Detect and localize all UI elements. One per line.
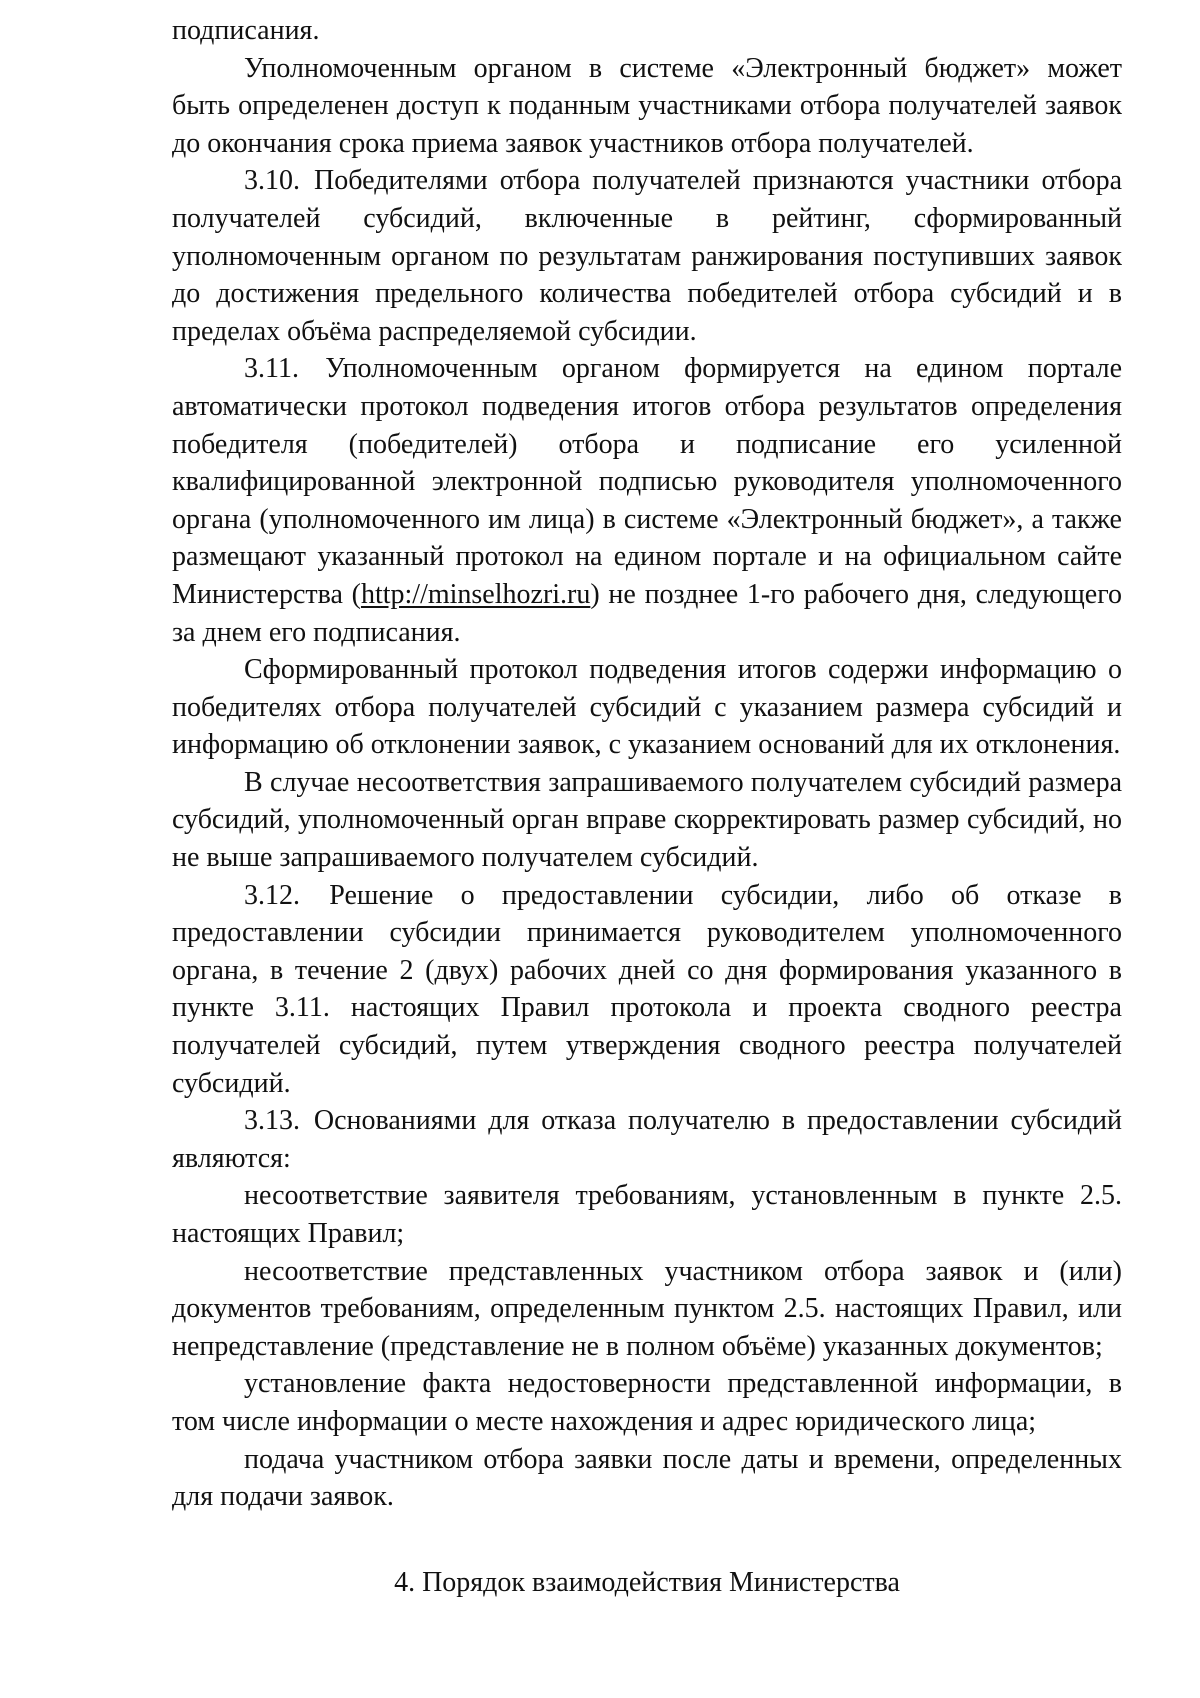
clause-text: Уполномоченным органом формируется на едином портале автоматически протокол подведения итогов отбора результатов определения победителя (победителей) отбора и подписание его усиленной квалифицированной электронной подписью руководителя уполномоченного органа (уполномоченного им лица) в системе «Электронный бюджет», а также размещают указанный протокол на едином портале и на официальном сайте Министерства ( <box>172 353 1122 610</box>
paragraph-3-10 <box>172 162 1122 350</box>
clause-number: 3.13. <box>244 1105 300 1137</box>
paragraph-continuation: подписания. <box>172 15 320 46</box>
ministry-website-link[interactable]: http://minselhozri.ru <box>360 578 591 610</box>
clause-number: 3.12. <box>244 879 300 911</box>
refusal-ground-3: установление факта недостоверности представленной информации, в том числе информации о месте нахождения и адрес юридического лица; <box>172 1368 1122 1437</box>
paragraph-3-13 <box>172 1102 1122 1177</box>
clause-number: 3.10. <box>244 165 300 197</box>
clause-text-continued: ) не позднее 1-го рабочего дня, следующего за днем его подписания. <box>172 578 1122 648</box>
paragraph-3-12 <box>172 877 1122 1103</box>
refusal-ground-1: несоответствие заявителя требованиям, установленным в пункте 2.5. настоящих Правил; <box>172 1180 1122 1249</box>
paragraph-protocol: Сформированный протокол подведения итогов содержи информацию о победителях отбора получателей субсидий с указанием размера субсидий и информацию об отклонении заявок, с указанием оснований для их отклонения. <box>172 654 1122 761</box>
section-heading: 4. Порядок взаимодействия Министерства <box>394 1566 900 1598</box>
clause-text: Победителями отбора получателей признаются участники отбора получателей субсидий, включенные в рейтинг, сформированный уполномоченным органом по результатам ранжирования поступивших заявок до достижения предельного количества победителей отбора субсидий и в пределах объёма распределяемой субсидии. <box>172 165 1122 347</box>
clause-number: 3.11. <box>244 353 299 385</box>
refusal-ground-4: подача участником отбора заявки после даты и времени, определенных для подачи заявок. <box>172 1443 1122 1513</box>
paragraph-access: Уполномоченным органом в системе «Электронный бюджет» может быть определенен доступ к поданным участниками отбора получателей заявок до окончания срока приема заявок участников отбора получателей. <box>172 52 1122 159</box>
clause-text: Основаниями для отказа получателю в предоставлении субсидий являются: <box>172 1105 1123 1174</box>
paragraph-3-11 <box>172 350 1122 651</box>
clause-text: Решение о предоставлении субсидии, либо об отказе в предоставлении субсидии принимается руководителем уполномоченного органа, в течение 2 (двух) рабочих дней со дня формирования указанного в пункте 3.11. настоящих Правил протокола и проекта сводного реестра получателей субсидий, путем утверждения сводного реестра получателей субсидий. <box>172 879 1123 1099</box>
paragraph-mismatch: В случае несоответствия запрашиваемого получателем субсидий размера субсидий, уполномоченный орган вправе скорректировать размер субсидий, но не выше запрашиваемого получателем субсидий. <box>172 766 1122 874</box>
refusal-ground-2: несоответствие представленных участником отбора заявок и (или) документов требованиям, определенным пунктом 2.5. настоящих Правил, или непредставление (представление не в полном объёме) указанных документов; <box>172 1255 1122 1362</box>
